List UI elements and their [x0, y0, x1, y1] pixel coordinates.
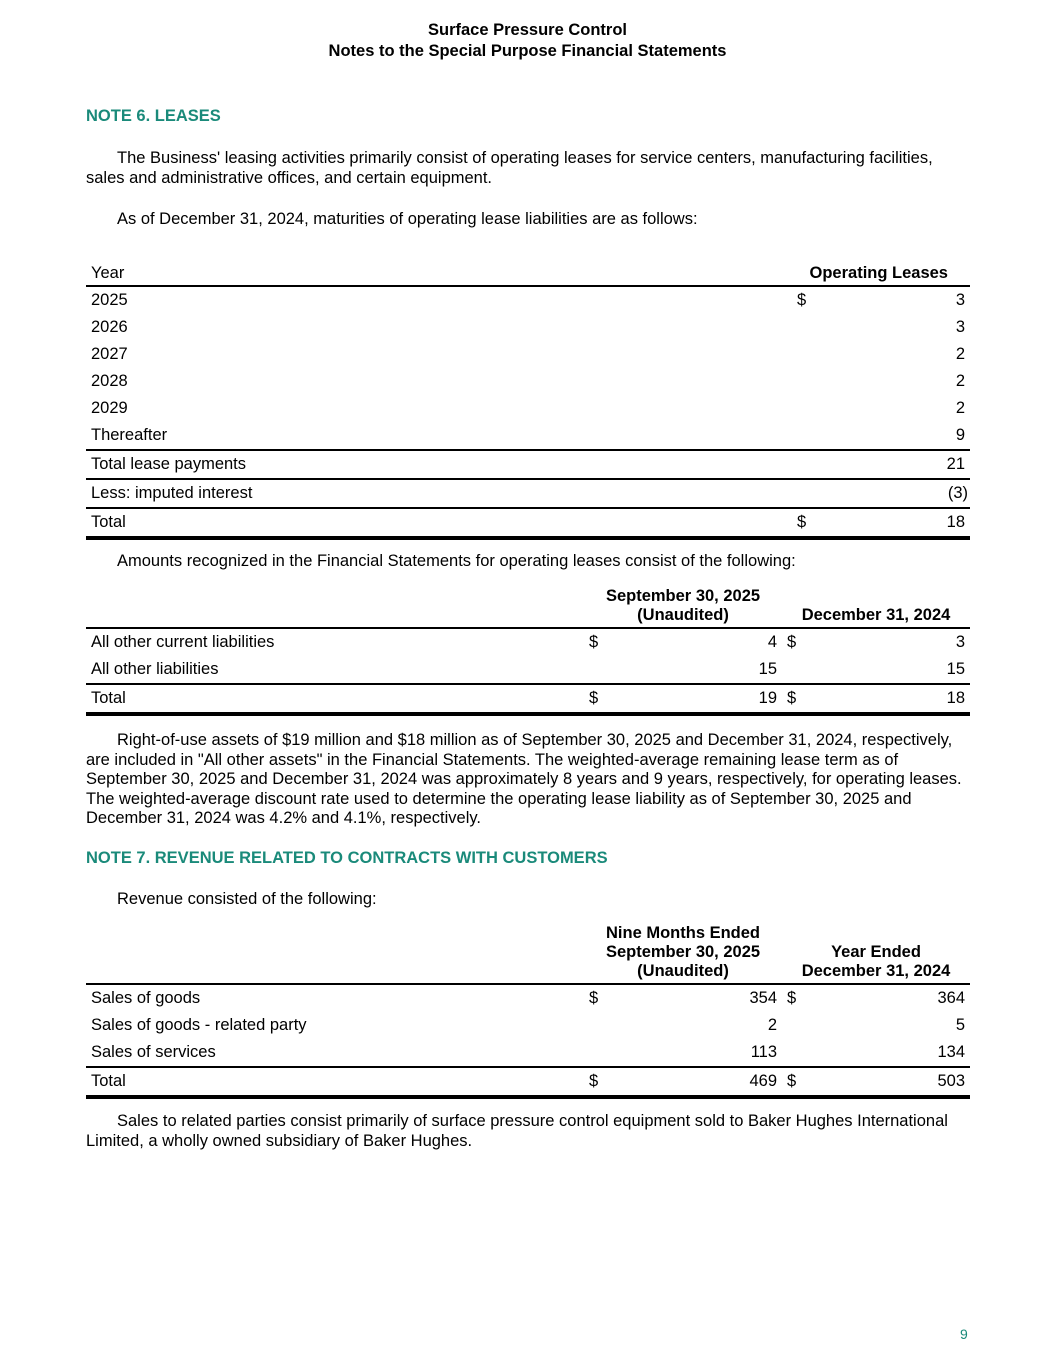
table-row [86, 656, 970, 684]
value-col2: 5 [955, 1016, 965, 1034]
value-col1: 2 [767, 1016, 777, 1034]
dollar-sign [584, 1012, 612, 1039]
value-col2: 3 [955, 633, 965, 651]
table-row [86, 684, 970, 714]
table-row [86, 314, 970, 341]
value-col1: 15 [758, 660, 777, 678]
table-row [86, 984, 970, 1012]
note7-para2: Sales to related parties consist primarily of surface pressure control equipment sold to Baker Hughes International Limited, a wholly owned subsidiary of Baker Hughes. [86, 1112, 948, 1150]
dollar-sign [792, 450, 820, 479]
dollar-sign [792, 422, 820, 450]
dollar-sign [782, 1012, 810, 1039]
page-number: 9 [960, 1326, 968, 1342]
col-header-operating-leases: Operating Leases [792, 256, 970, 286]
table-row [86, 368, 970, 395]
value-col2: 15 [946, 660, 965, 678]
row-label: All other current liabilities [91, 633, 275, 651]
col-header-sep-2025: September 30, 2025 (Unaudited) [584, 587, 782, 628]
row-label: Sales of goods [91, 989, 201, 1007]
row-value: 2 [955, 372, 965, 390]
dollar-sign: $ [589, 633, 599, 651]
row-value: 18 [820, 508, 970, 538]
dollar-sign [792, 479, 820, 508]
dollar-sign: $ [797, 291, 807, 309]
row-value: 9 [955, 426, 965, 444]
note6-para1: The Business' leasing activities primarily consist of operating leases for service centers, manufacturing facilities, sales and administrative offices, and certain equipment. [86, 149, 933, 187]
value-col1: 19 [612, 684, 782, 714]
col-header-dec-2024: December 31, 2024 [782, 587, 970, 628]
row-label: Total lease payments [86, 450, 792, 479]
table-row [86, 628, 970, 656]
row-label: 2029 [91, 399, 128, 417]
row-label: Thereafter [91, 426, 168, 444]
row-label: Sales of services [91, 1043, 216, 1061]
dollar-sign: $ [792, 508, 820, 538]
row-label: Total [86, 684, 584, 714]
table-row [86, 1039, 970, 1067]
dollar-sign: $ [584, 1067, 612, 1097]
row-label: 2027 [91, 345, 128, 363]
value-col2: 134 [937, 1043, 965, 1061]
row-label: All other liabilities [91, 660, 219, 678]
dollar-sign [792, 395, 820, 422]
row-label: Total [86, 1067, 584, 1097]
value-col1: 469 [612, 1067, 782, 1097]
row-value: 2 [955, 399, 965, 417]
table-row [86, 286, 970, 314]
row-value: (3) [820, 479, 970, 508]
document-subtitle: Notes to the Special Purpose Financial Statements [328, 42, 727, 60]
dollar-sign: $ [782, 684, 810, 714]
note7-title: NOTE 7. REVENUE RELATED TO CONTRACTS WITH CUSTOMERS [86, 849, 608, 867]
dollar-sign: $ [584, 684, 612, 714]
table-row [86, 450, 970, 479]
dollar-sign: $ [782, 1067, 810, 1097]
value-col2: 18 [810, 684, 970, 714]
table-row [86, 1067, 970, 1097]
value-col2: 364 [937, 989, 965, 1007]
dollar-sign [792, 314, 820, 341]
row-label: Sales of goods - related party [91, 1016, 307, 1034]
value-col1: 4 [767, 633, 777, 651]
dollar-sign [782, 656, 810, 684]
table-row [86, 508, 970, 538]
table-row [86, 422, 970, 450]
revenue-table [86, 924, 970, 1099]
row-label: 2026 [91, 318, 128, 336]
lease-maturity-table [86, 256, 970, 540]
value-col2: 503 [810, 1067, 970, 1097]
row-label: Total [86, 508, 792, 538]
table-row [86, 479, 970, 508]
dollar-sign: $ [787, 633, 797, 651]
dollar-sign [584, 1039, 612, 1067]
dollar-sign: $ [787, 989, 797, 1007]
row-label: 2028 [91, 372, 128, 390]
row-value: 3 [955, 318, 965, 336]
col-header-year-ended: Year Ended December 31, 2024 [782, 924, 970, 984]
table-header-row [86, 256, 970, 286]
note6-para4: Right-of-use assets of $19 million and $18 million as of September 30, 2025 and December 31, 2024, respectively, are included in "All other assets" in the Financial Statements. The weighted-average remaining lease term as of September 30, 2025 and December 31, 2024 was approximately 8 years and 9 years, respectively, for operating leases. The weighted-average discount rate used to determine the operating lease liability as of September 30, 2025 and December 31, 2024 was 4.2% and 4.1%, respectively. [86, 731, 962, 827]
table-header-row [86, 587, 970, 628]
row-value: 3 [955, 291, 965, 309]
table-header-row [86, 924, 970, 984]
table-row [86, 395, 970, 422]
lease-recognized-table [86, 587, 970, 716]
note6-para2: As of December 31, 2024, maturities of operating lease liabilities are as follows: [117, 210, 698, 228]
table-row [86, 1012, 970, 1039]
note6-title: NOTE 6. LEASES [86, 107, 221, 125]
row-value: 2 [955, 345, 965, 363]
row-value: 21 [820, 450, 970, 479]
dollar-sign [584, 656, 612, 684]
table-row [86, 341, 970, 368]
dollar-sign [792, 368, 820, 395]
row-label: 2025 [91, 291, 128, 309]
row-label: Less: imputed interest [86, 479, 792, 508]
dollar-sign [782, 1039, 810, 1067]
dollar-sign [792, 341, 820, 368]
col-header-nine-months: Nine Months Ended September 30, 2025 (Unaudited) [584, 924, 782, 984]
note7-para1: Revenue consisted of the following: [117, 890, 377, 908]
col-header-year: Year [86, 256, 792, 286]
note6-para3: Amounts recognized in the Financial Statements for operating leases consist of the following: [117, 552, 796, 570]
company-title: Surface Pressure Control [428, 21, 627, 39]
value-col1: 354 [749, 989, 777, 1007]
value-col1: 113 [750, 1043, 777, 1061]
dollar-sign: $ [589, 989, 599, 1007]
